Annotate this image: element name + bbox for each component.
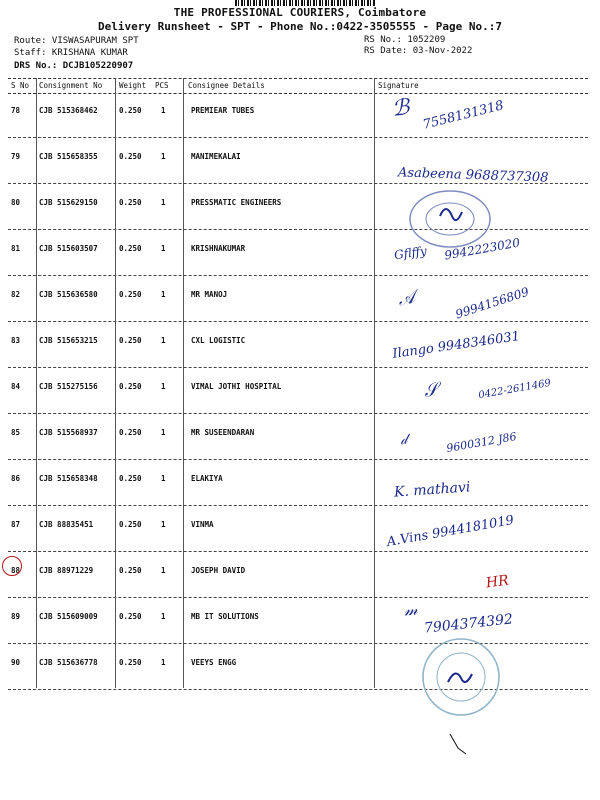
handwritten-signature: Asabeena 9688737308 [397,165,549,186]
row-consignee: VEEYS ENGG [191,658,237,667]
signature-scribble: 𝒹 [398,431,409,449]
handwritten-phone: 0422-2611469 [477,377,552,402]
row-pcs: 1 [161,290,166,299]
row-weight: 0.250 [119,382,142,391]
row-pcs: 1 [161,566,166,575]
handwritten-signature: Ilango 9948346031 [391,329,521,362]
row-weight: 0.250 [119,612,142,621]
row-consignment: CJB 515603507 [39,244,98,253]
row-pcs: 1 [161,336,166,345]
row-sno: 90 [11,658,21,667]
row-sno: 80 [11,198,21,207]
row-pcs: 1 [161,382,166,391]
red-circle-mark [2,556,22,576]
row-weight: 0.250 [119,152,142,161]
row-pcs: 1 [161,198,166,207]
row-sno: 84 [11,382,21,391]
row-consignee: PREMIEAR TUBES [191,106,255,115]
row-consignee: PRESSMATIC ENGINEERS [191,198,282,207]
route-label: Route: VISWASAPURAM SPT [14,36,139,46]
row-weight: 0.250 [119,106,142,115]
handwritten-signature: K. mathavi [393,479,471,501]
signature-scribble: 𝒜 [396,286,418,311]
handwritten-signature: A.Vins 9944181019 [385,512,516,551]
row-consignee: VIMAL JOTHI HOSPITAL [191,382,282,391]
row-weight: 0.250 [119,474,142,483]
row-consignment: CJB 515636580 [39,290,98,299]
table-row [8,460,588,506]
round-stamp [418,634,504,720]
document-title: THE PROFESSIONAL COURIERS, Coimbatore [173,6,427,19]
table-row [8,230,588,276]
row-pcs: 1 [161,520,166,529]
handwritten-phone: 7904374392 [423,611,514,637]
row-consignee: MR SUSEENDARAN [191,428,255,437]
row-weight: 0.250 [119,566,142,575]
row-sno: 82 [11,290,21,299]
row-consignee: CXL LOGISTIC [191,336,246,345]
row-consignee: JOSEPH DAVID [191,566,246,575]
row-sno: 83 [11,336,21,345]
staff-label: Staff: KRISHANA KUMAR [14,48,128,58]
row-weight: 0.250 [119,198,142,207]
row-sno: 88 [11,566,21,575]
row-weight: 0.250 [119,520,142,529]
pen-mark [446,728,476,758]
rs-date: RS Date: 03-Nov-2022 [364,46,473,56]
row-sno: 85 [11,428,21,437]
signature-scribble: 𝓂 [403,599,419,620]
col-consignee: Consignee Details [188,81,265,90]
row-consignee: MR MANOJ [191,290,228,299]
row-pcs: 1 [161,152,166,161]
signature-scribble: ℬ [390,95,411,122]
row-sno: 79 [11,152,21,161]
row-consignee: MANIMEKALAI [191,152,241,161]
handwritten-number: 9600312 J86 [445,429,518,456]
row-consignment: CJB 88835451 [39,520,94,529]
table-row [8,184,588,230]
row-consignment: CJB 515653215 [39,336,98,345]
row-consignee: MB IT SOLUTIONS [191,612,259,621]
handwritten-phone: 9942223020 [443,235,521,263]
row-pcs: 1 [161,612,166,621]
row-consignment: CJB 515275156 [39,382,98,391]
row-weight: 0.250 [119,428,142,437]
row-consignment: CJB 88971229 [39,566,94,575]
row-consignee: KRISHNAKUMAR [191,244,246,253]
row-consignment: CJB 515636778 [39,658,98,667]
row-consignment: CJB 515629150 [39,198,98,207]
row-sno: 86 [11,474,21,483]
row-consignment: CJB 515658355 [39,152,98,161]
col-consignment: Consignment No [39,81,103,90]
handwritten-phone: 7558131318 [421,98,506,133]
row-weight: 0.250 [119,244,142,253]
row-weight: 0.250 [119,658,142,667]
row-sno: 87 [11,520,21,529]
row-consignment: CJB 515568937 [39,428,98,437]
row-pcs: 1 [161,474,166,483]
row-sno: 81 [11,244,21,253]
col-sno: S No [11,81,30,90]
signature-scribble: Gflffy [393,243,428,263]
row-pcs: 1 [161,658,166,667]
row-pcs: 1 [161,428,166,437]
drs-number: DRS No.: DCJB105220907 [14,61,134,71]
row-consignment: CJB 515609009 [39,612,98,621]
col-pcs: PCS [155,81,169,90]
col-weight: Weight [119,81,147,90]
row-consignment: CJB 515368462 [39,106,98,115]
row-pcs: 1 [161,106,166,115]
rs-number: RS No.: 1052209 [364,35,446,45]
row-weight: 0.250 [119,336,142,345]
signature-scribble: 𝒮 [422,378,440,403]
row-consignee: VINMA [191,520,214,529]
row-sno: 78 [11,106,21,115]
row-consignment: CJB 515658348 [39,474,98,483]
row-consignee: ELAKIYA [191,474,223,483]
col-signature: Signature [378,81,419,90]
document-subtitle: Delivery Runsheet - SPT - Phone No.:0422-3505555 - Page No.:7 [98,20,502,33]
row-pcs: 1 [161,244,166,253]
row-sno: 89 [11,612,21,621]
handwritten-initials: HR [484,572,510,592]
handwritten-phone: 9994156809 [453,284,531,322]
row-weight: 0.250 [119,290,142,299]
